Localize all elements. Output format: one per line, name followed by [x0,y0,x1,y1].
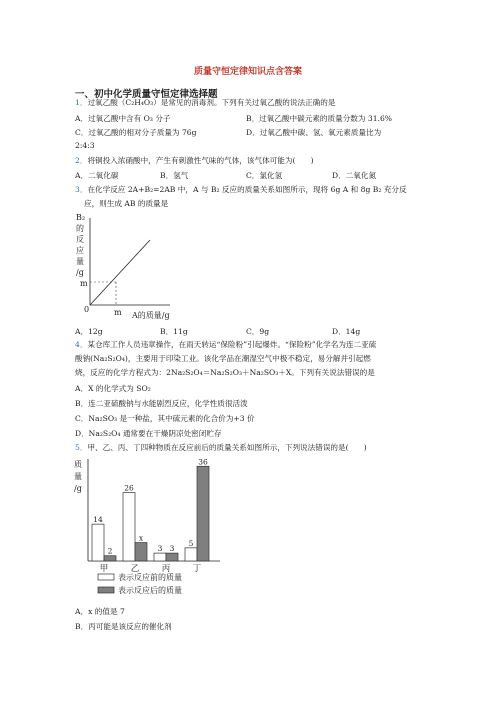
section-heading: 一、初中化学质量守恒定律选择题 [75,89,218,100]
graph-xlabel: A的质量/g [132,311,170,320]
q3-option-c: C．9g [246,327,270,336]
graph-ylabel-char: 的 [76,224,84,233]
graph-ylabel-char: 应 [76,246,84,255]
q5-option-a: A．x 的值是 7 [75,607,125,616]
bar-before [185,548,197,561]
q1-option-d-cont: 2:4:3 [75,141,95,150]
q1-option-d: D．过氧乙酸中碳、氢、氧元素质量比为 [246,128,382,137]
question-number: 1． [75,98,88,107]
q3-option-d: D．14g [332,327,361,336]
graph-x-tick: m [114,308,122,317]
category-label: 乙 [130,564,140,574]
chart-ylabel-char: 量 [74,472,82,481]
category-label: 甲 [99,564,109,574]
legend-swatch-before [98,574,114,580]
q2-option-c: C．氯化氢 [246,171,283,180]
graph-y-tick: m [80,279,88,288]
bar-after [197,466,209,561]
q4-option-b: B．连二亚硫酸钠与水能剧烈反应，化学性质很活泼 [75,399,248,408]
question-3-cont: 应，则生成 AB 的质量是 [84,199,169,208]
category-label: 丁 [192,564,202,574]
q4-option-c: C．Na₂SO₃ 是一种盐，其中硫元素的化合价为+3 价 [75,414,255,423]
question-3 [75,185,407,195]
graph-line [90,240,150,305]
bar-before [154,553,166,561]
bar-after [104,556,116,561]
graph-ylabel-char: 量 [76,257,84,266]
bar-value-label: 3 [157,544,163,554]
question-5 [75,443,367,453]
question-4 [75,340,376,350]
legend-swatch-after [98,587,114,593]
question-stem: 在化学反应 2A+B₂=2AB 中，A 与 B₂ 反应的质量关系如图所示，现将 6g A 和 8g B₂ 充分反 [87,185,407,194]
bar-before [123,493,135,561]
q2-option-a: A．二氧化碳 [75,171,119,180]
q2-option-d: D．二氧化氮 [332,171,377,180]
question-number: 3． [75,185,88,194]
page-title: 质量守恒定律知识点含答案 [193,67,302,77]
question-number: 2． [75,156,88,165]
bar-before [92,524,104,561]
q4-option-a: A．X 的化学式为 SO₂ [75,384,151,393]
question-stem: 将铜投入浓硝酸中，产生有刺激性气味的气体，该气体可能为( ) [87,156,314,165]
graph-ylabel-char: 反 [76,235,84,244]
question-stem: 某仓库工作人员违章操作，在雨天转运“保险粉”引起爆炸。“保险粉”化学名为连二亚硫 [87,340,377,349]
graph-ylabel-char: B₂ [76,213,86,222]
q5-option-b: B．丙可能是该反应的催化剂 [75,622,172,631]
q4-option-d: D．Na₂S₂O₄ 通常要在干燥阴凉处密闭贮存 [75,429,222,438]
mass-relation-graph [70,210,180,322]
chart-ylabel-char: /g [74,484,82,493]
question-number: 5． [75,443,88,452]
q3-option-a: A．12g [75,327,103,336]
q2-option-b: B．氢气 [160,171,189,180]
legend-before: 表示反应前的质量 [118,573,182,582]
bar-value-label: 36 [198,457,208,467]
q3-option-b: B．11g [160,327,188,336]
bar-value-label: 3 [169,544,175,554]
question-4-line-2: 酸钠(Na₂S₂O₄)，主要用于印染工业。该化学品在潮湿空气中极不稳定，易分解并引起燃 [75,354,371,363]
graph-origin: 0 [84,305,90,314]
q1-option-b: B．过氧乙酸中碳元素的质量分数为 31.6% [246,114,393,123]
category-label: 丙 [161,564,171,574]
bar-value-label: 5 [188,538,194,548]
bar-value-label: 2 [107,546,113,556]
graph-ylabel-char: /g [76,268,84,277]
chart-ylabel-char: 质 [74,460,82,469]
bar-value-label: 26 [124,483,134,493]
legend-after: 表示反应后的质量 [118,586,182,595]
q1-option-c: C．过氧乙酸的相对分子质量为 76g [75,128,197,137]
question-number: 4． [75,340,88,349]
mass-bar-chart [70,455,230,603]
bar-value-label: x [138,533,144,543]
bar-after [166,553,178,561]
question-4-line-3: 烧，反应的化学方程式为：2Na₂S₂O₄＝Na₂S₂O₃＋Na₂SO₃＋X。下列有关说法错误的是 [75,368,375,377]
question-stem: 甲、乙、丙、丁四种物质在反应前后的质量关系如图所示，下列说法错误的是( ) [87,443,367,452]
question-1 [75,98,335,108]
bar-after [135,543,147,561]
bar-value-label: 14 [93,515,103,525]
q1-option-a: A．过氧乙酸中含有 O₃ 分子 [75,114,171,123]
question-stem: 过氧乙酸（C₂H₄O₃）是常见的消毒剂。下列有关过氧乙酸的说法正确的是 [87,98,336,107]
question-2 [75,156,314,166]
